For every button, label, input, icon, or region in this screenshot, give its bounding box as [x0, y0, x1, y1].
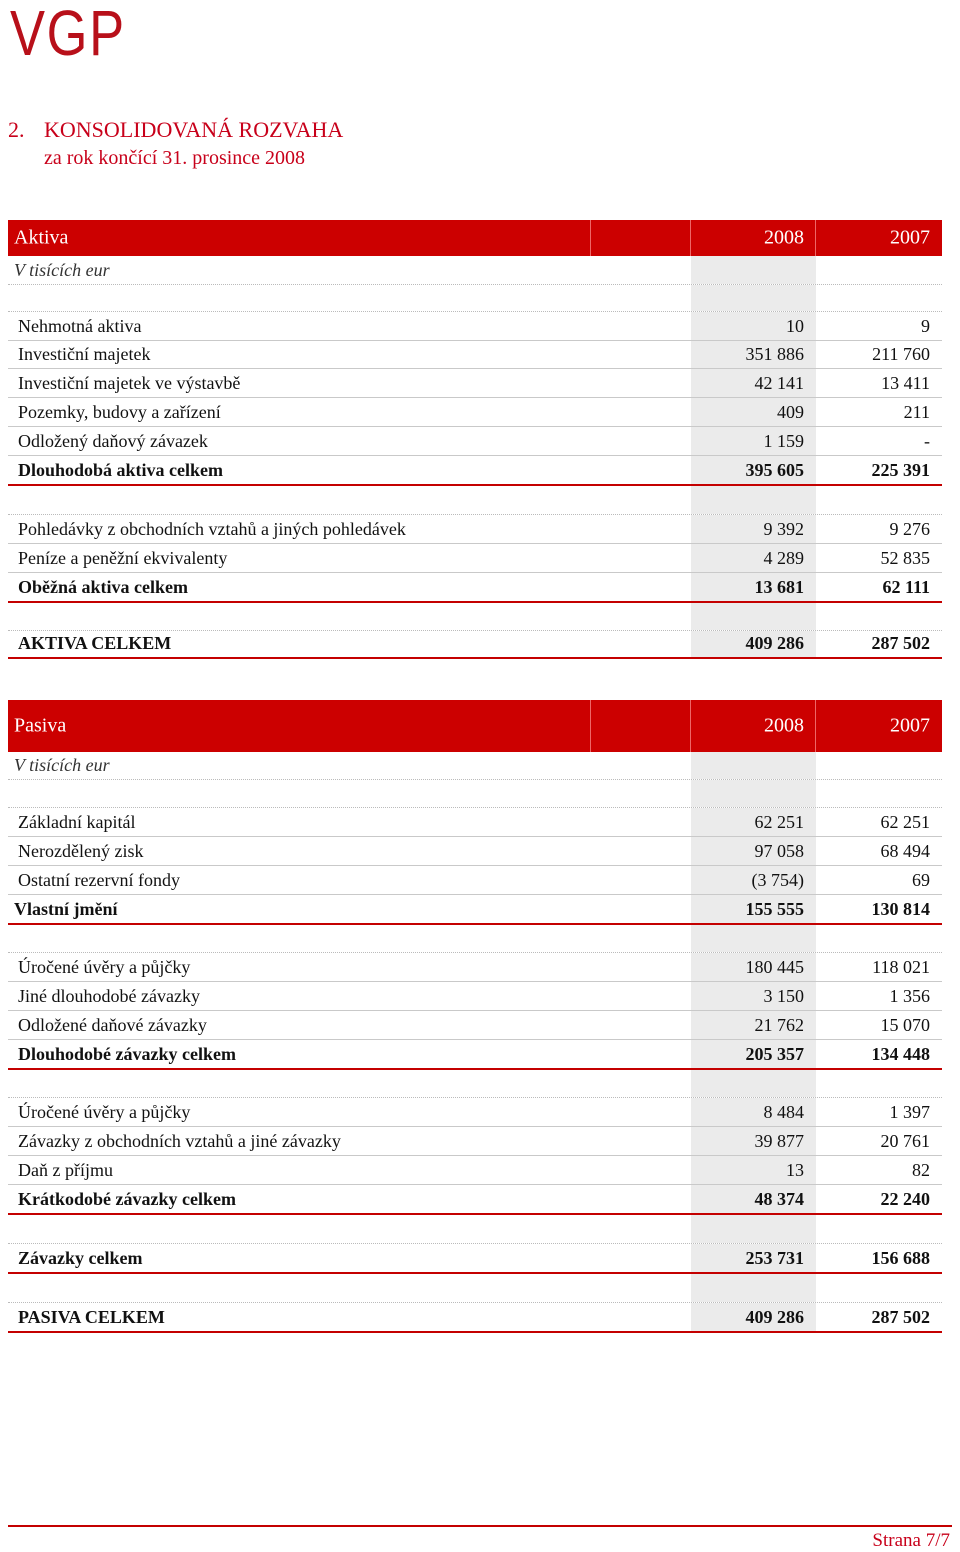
spacer-row — [8, 1070, 942, 1098]
row-label: Pohledávky z obchodních vztahů a jiných pohledávek — [18, 519, 406, 539]
total-row — [8, 1303, 942, 1333]
value-2007: 69 — [912, 870, 930, 890]
table-row — [8, 953, 942, 982]
subtotal-row — [8, 1185, 942, 1215]
column-shade — [691, 486, 816, 514]
table-row — [8, 398, 942, 427]
row-label: Základní kapitál — [18, 812, 136, 832]
spacer-row — [8, 285, 942, 312]
row-label: Odložený daňový závazek — [18, 431, 208, 451]
table-row — [8, 982, 942, 1011]
column-shade — [590, 220, 591, 256]
value-2007: 134 448 — [871, 1044, 930, 1064]
row-label: Závazky z obchodních vztahů a jiné závazky — [18, 1131, 341, 1151]
value-2007: 130 814 — [871, 899, 930, 919]
liabilities-table — [8, 700, 942, 1333]
column-shade — [691, 925, 816, 952]
value-2008: 48 374 — [754, 1189, 804, 1209]
assets-unit-row — [8, 256, 942, 285]
value-2008: 180 445 — [745, 957, 804, 977]
value-2008: 21 762 — [754, 1015, 804, 1035]
row-label: Investiční majetek — [18, 344, 151, 364]
subtotal-row — [8, 1040, 942, 1070]
row-label: Investiční majetek ve výstavbě — [18, 373, 241, 393]
vgp-logo: VGP — [10, 0, 126, 69]
value-2007: 62 251 — [880, 812, 930, 832]
liabilities-header — [8, 700, 942, 752]
value-2007: 1 356 — [889, 986, 930, 1006]
total-row — [8, 631, 942, 659]
column-shade — [815, 700, 816, 752]
row-label: Krátkodobé závazky celkem — [18, 1189, 236, 1209]
row-label: Nehmotná aktiva — [18, 316, 142, 336]
value-2007: 225 391 — [871, 460, 930, 480]
liabilities-header-year-2007: 2007 — [890, 714, 930, 737]
spacer-row — [8, 603, 942, 631]
row-label: Jiné dlouhodobé závazky — [18, 986, 200, 1006]
table-row — [8, 837, 942, 866]
row-label: Dlouhodobé závazky celkem — [18, 1044, 236, 1064]
column-shade — [691, 285, 816, 311]
value-2007: 211 760 — [872, 344, 930, 364]
table-row — [8, 427, 942, 456]
subtotal-row — [8, 895, 942, 925]
subtotal-row — [8, 573, 942, 603]
value-2007: 118 021 — [872, 957, 930, 977]
spacer-row — [8, 1215, 942, 1244]
table-row — [8, 341, 942, 369]
column-shade — [691, 752, 816, 779]
row-label: Nerozdělený zisk — [18, 841, 144, 861]
value-2008: 351 886 — [745, 344, 804, 364]
column-shade — [691, 1274, 816, 1302]
row-label: Úročené úvěry a půjčky — [18, 957, 191, 977]
value-2008: 409 — [777, 402, 804, 422]
value-2008: 409 286 — [745, 1307, 804, 1327]
row-label: PASIVA CELKEM — [18, 1307, 165, 1327]
section-number: 2. — [8, 117, 25, 142]
row-label: Ostatní rezervní fondy — [18, 870, 180, 890]
table-row — [8, 369, 942, 398]
value-2008: 409 286 — [745, 633, 804, 653]
section-subtitle: za rok končící 31. prosince 2008 — [44, 147, 306, 169]
value-2008: 10 — [786, 316, 804, 336]
column-shade — [590, 700, 591, 752]
table-row — [8, 1098, 942, 1127]
assets-table — [8, 220, 942, 659]
value-2007: 287 502 — [871, 1307, 930, 1327]
value-2008: 62 251 — [754, 812, 804, 832]
row-label: Daň z příjmu — [18, 1160, 113, 1180]
row-label: Vlastní jmění — [14, 899, 118, 919]
value-2007: 1 397 — [889, 1102, 930, 1122]
subtotal-row — [8, 1244, 942, 1274]
column-shade — [691, 256, 816, 284]
value-2008: 13 681 — [754, 577, 804, 597]
value-2008: 1 159 — [763, 431, 804, 451]
row-label: Závazky celkem — [18, 1248, 143, 1268]
value-2007: 20 761 — [880, 1131, 930, 1151]
assets-header-year-2007: 2007 — [890, 226, 930, 249]
row-label: Odložené daňové závazky — [18, 1015, 207, 1035]
value-2007: 82 — [912, 1160, 930, 1180]
liabilities-unit-row — [8, 752, 942, 780]
table-row — [8, 544, 942, 573]
section-title: KONSOLIDOVANÁ ROZVAHA — [44, 117, 344, 142]
value-2008: 395 605 — [745, 460, 804, 480]
value-2007: 9 — [921, 316, 930, 336]
value-2007: - — [924, 431, 930, 451]
value-2007: 62 111 — [882, 577, 930, 597]
row-label: Oběžná aktiva celkem — [18, 577, 188, 597]
table-row — [8, 866, 942, 895]
row-label: AKTIVA CELKEM — [18, 633, 172, 653]
spacer-row — [8, 1274, 942, 1303]
column-shade — [691, 780, 816, 807]
value-2008: 97 058 — [754, 841, 804, 861]
table-row — [8, 515, 942, 544]
liabilities-header-year-2008: 2008 — [764, 714, 804, 737]
row-label: Dlouhodobá aktiva celkem — [18, 460, 224, 480]
table-row — [8, 808, 942, 837]
assets-header — [8, 220, 942, 256]
value-2007: 52 835 — [880, 548, 930, 568]
column-shade — [691, 1070, 816, 1097]
liabilities-header-label: Pasiva — [14, 714, 67, 737]
value-2007: 22 240 — [880, 1189, 930, 1209]
value-2008: 39 877 — [754, 1131, 804, 1151]
page-heading — [8, 116, 343, 172]
column-shade — [690, 700, 691, 752]
liabilities-unit: V tisících eur — [14, 755, 110, 775]
row-label: Peníze a peněžní ekvivalenty — [18, 548, 228, 568]
assets-header-year-2008: 2008 — [764, 226, 804, 249]
value-2008: 3 150 — [763, 986, 804, 1006]
value-2007: 68 494 — [880, 841, 930, 861]
column-shade — [691, 603, 816, 630]
value-2007: 9 276 — [889, 519, 930, 539]
subtotal-row — [8, 456, 942, 486]
value-2008: 205 357 — [745, 1044, 804, 1064]
row-label: Pozemky, budovy a zařízení — [18, 402, 221, 422]
value-2008: 9 392 — [763, 519, 804, 539]
page-number: Strana 7/7 — [872, 1530, 950, 1551]
spacer-row — [8, 925, 942, 953]
value-2007: 287 502 — [871, 633, 930, 653]
table-row — [8, 1127, 942, 1156]
column-shade — [815, 220, 816, 256]
value-2007: 15 070 — [880, 1015, 930, 1035]
value-2007: 156 688 — [871, 1248, 930, 1268]
value-2008: 253 731 — [745, 1248, 804, 1268]
value-2008: 13 — [786, 1160, 804, 1180]
footer-divider — [8, 1525, 952, 1527]
spacer-row — [8, 486, 942, 515]
value-2008: 155 555 — [745, 899, 804, 919]
value-2008: 8 484 — [763, 1102, 804, 1122]
column-shade — [691, 1215, 816, 1243]
column-shade — [690, 220, 691, 256]
value-2007: 211 — [903, 402, 930, 422]
table-row — [8, 1156, 942, 1185]
value-2008: 4 289 — [763, 548, 804, 568]
value-2008: (3 754) — [751, 870, 804, 890]
table-row — [8, 312, 942, 341]
value-2007: 13 411 — [881, 373, 930, 393]
value-2008: 42 141 — [754, 373, 804, 393]
assets-unit: V tisících eur — [14, 260, 110, 280]
table-row — [8, 1011, 942, 1040]
spacer-row — [8, 780, 942, 808]
row-label: Úročené úvěry a půjčky — [18, 1102, 191, 1122]
assets-header-label: Aktiva — [14, 226, 69, 249]
